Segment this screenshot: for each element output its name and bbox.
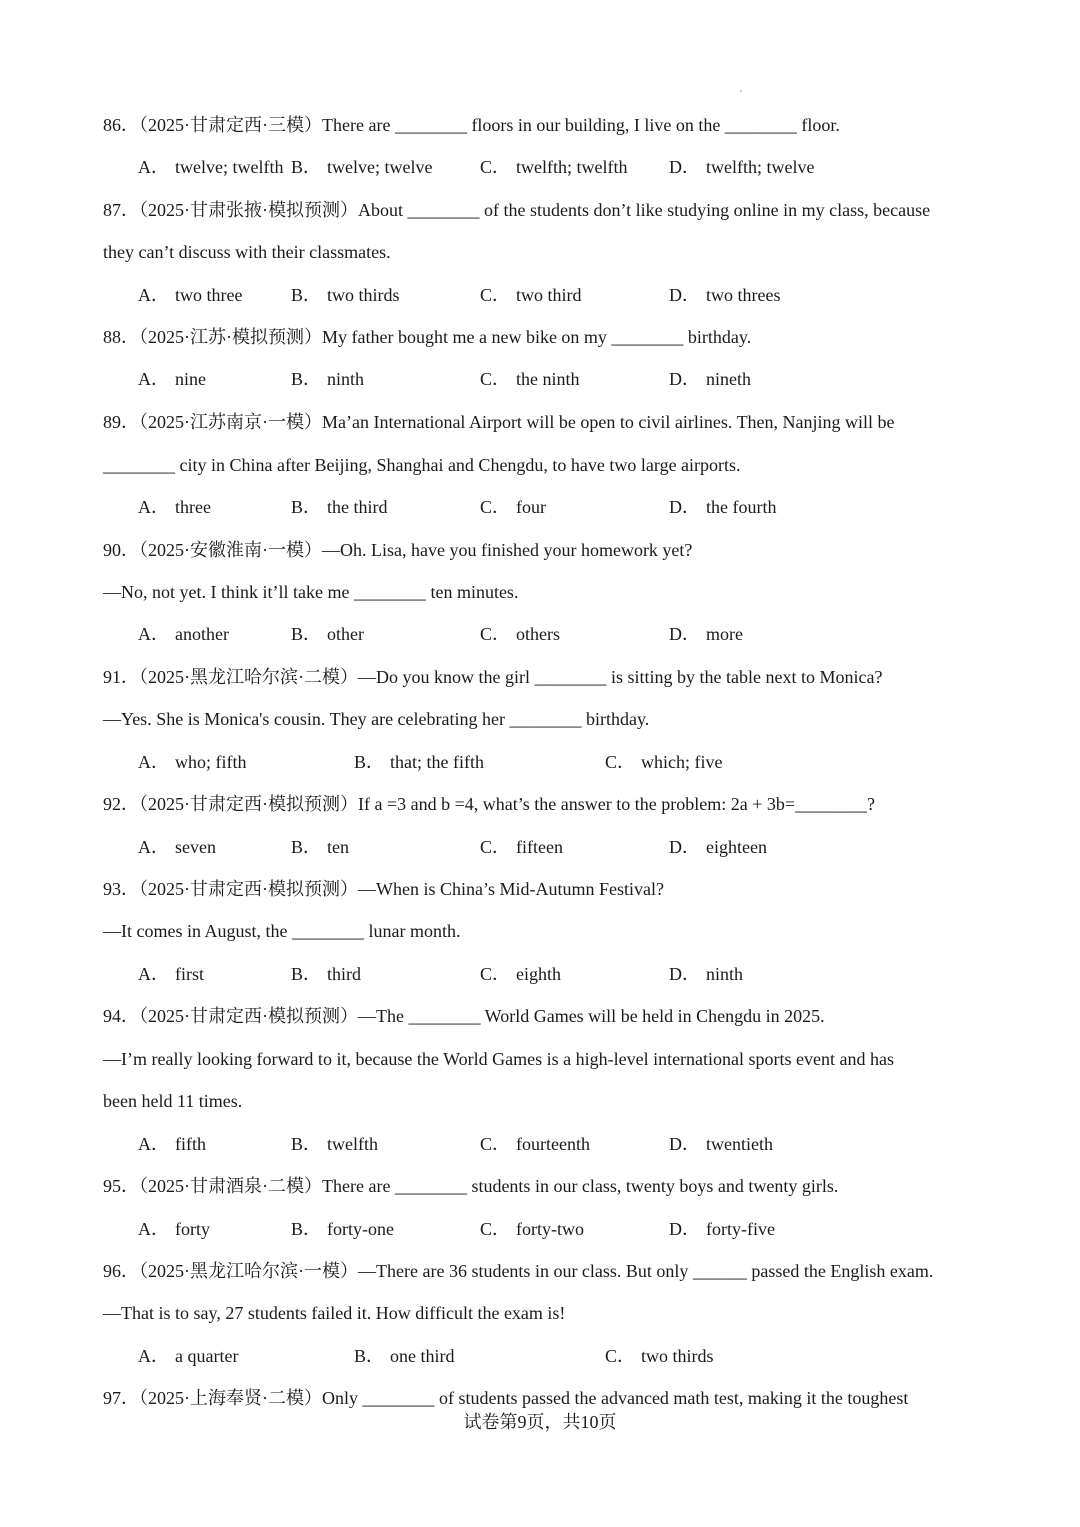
question-97-line-1 — [103, 1386, 908, 1410]
question-90-line-1 — [103, 538, 692, 562]
question-text: There are ________ floors in our building, I live on the ________ floor. — [322, 115, 840, 135]
question-89-line-1 — [103, 410, 895, 434]
question-text: There are ________ students in our class, twenty boys and twenty girls. — [322, 1176, 839, 1196]
option-a[interactable]: A． three — [138, 497, 211, 517]
question-source: （2025·安徽淮南·一模） — [139, 540, 322, 560]
question-text: —Do you know the girl ________ is sitting by the table next to Monica? — [358, 667, 883, 687]
question-92-options — [138, 835, 998, 859]
question-source: （2025·甘肃定西·模拟预测） — [139, 879, 358, 899]
question-94-line-3: been held 11 times. — [103, 1091, 243, 1111]
question-number: 95． — [103, 1176, 139, 1196]
question-90-options — [138, 622, 998, 646]
question-91-line-1 — [103, 665, 882, 689]
option-b[interactable]: B． the third — [291, 497, 388, 517]
option-b[interactable]: B． other — [291, 624, 364, 644]
question-text: Ma’an International Airport will be open to civil airlines. Then, Nanjing will be — [322, 412, 895, 432]
option-b[interactable]: B． third — [291, 964, 362, 984]
question-number: 94． — [103, 1006, 139, 1026]
option-a[interactable]: A． first — [138, 964, 204, 984]
question-92-line-1 — [103, 792, 875, 816]
option-a[interactable]: A． who; fifth — [138, 752, 247, 772]
option-b[interactable]: B． forty-one — [291, 1219, 394, 1239]
option-a[interactable]: A． forty — [138, 1219, 210, 1239]
option-c[interactable]: C． forty-two — [480, 1219, 584, 1239]
question-text: —Oh. Lisa, have you finished your homework yet? — [322, 540, 693, 560]
question-95-options — [138, 1217, 998, 1241]
question-94-options — [138, 1132, 998, 1156]
question-number: 91． — [103, 667, 139, 687]
option-b[interactable]: B． one third — [354, 1346, 455, 1366]
question-88-options — [138, 367, 998, 391]
question-number: 87． — [103, 200, 139, 220]
question-text: About ________ of the students don’t like studying online in my class, because — [358, 200, 931, 220]
option-d[interactable]: D． twentieth — [669, 1134, 773, 1154]
option-d[interactable]: D． nineth — [669, 369, 751, 389]
question-source: （2025·甘肃酒泉·二模） — [139, 1176, 322, 1196]
option-c[interactable]: C． which; five — [605, 752, 723, 772]
option-a[interactable]: A． a quarter — [138, 1346, 239, 1366]
question-95-line-1 — [103, 1174, 838, 1198]
option-b[interactable]: B． two thirds — [291, 285, 400, 305]
question-source: （2025·黑龙江哈尔滨·二模） — [139, 667, 358, 687]
question-text: My father bought me a new bike on my ________ birthday. — [322, 327, 752, 347]
question-91-options — [138, 750, 998, 774]
question-91-line-2: —Yes. She is Monica's cousin. They are celebrating her ________ birthday. — [103, 709, 650, 729]
question-text: —The ________ World Games will be held in Chengdu in 2025. — [358, 1006, 825, 1026]
question-number: 86． — [103, 115, 139, 135]
question-88-line-1 — [103, 325, 751, 349]
question-number: 97． — [103, 1388, 139, 1408]
question-96-line-2: —That is to say, 27 students failed it. How difficult the exam is! — [103, 1303, 566, 1323]
option-d[interactable]: D． two threes — [669, 285, 781, 305]
question-96-options — [138, 1344, 998, 1368]
option-a[interactable]: A． twelve; twelfth — [138, 157, 284, 177]
question-87-line-1 — [103, 198, 930, 222]
option-c[interactable]: C． two thirds — [605, 1346, 714, 1366]
question-96-line-1 — [103, 1259, 933, 1283]
option-b[interactable]: B． ninth — [291, 369, 365, 389]
option-c[interactable]: C． twelfth; twelfth — [480, 157, 628, 177]
option-c[interactable]: C． two third — [480, 285, 582, 305]
option-a[interactable]: A． seven — [138, 837, 216, 857]
question-94-line-1 — [103, 1004, 825, 1028]
option-b[interactable]: B． twelve; twelve — [291, 157, 433, 177]
option-c[interactable]: C． fourteenth — [480, 1134, 590, 1154]
option-b[interactable]: B． ten — [291, 837, 350, 857]
option-b[interactable]: B． that; the fifth — [354, 752, 484, 772]
question-number: 93． — [103, 879, 139, 899]
question-source: （2025·甘肃定西·三模） — [139, 115, 322, 135]
option-d[interactable]: D． ninth — [669, 964, 744, 984]
question-source: （2025·甘肃张掖·模拟预测） — [139, 200, 358, 220]
question-source: （2025·甘肃定西·模拟预测） — [139, 1006, 358, 1026]
question-source: （2025·上海奉贤·二模） — [139, 1388, 322, 1408]
question-87-options — [138, 283, 998, 307]
question-text: —There are 36 students in our class. But only ______ passed the English exam. — [358, 1261, 934, 1281]
option-d[interactable]: D． eighteen — [669, 837, 767, 857]
option-d[interactable]: D． twelfth; twelve — [669, 157, 815, 177]
option-b[interactable]: B． twelfth — [291, 1134, 379, 1154]
question-number: 92． — [103, 794, 139, 814]
question-89-options — [138, 495, 998, 519]
option-a[interactable]: A． nine — [138, 369, 206, 389]
question-source: （2025·江苏南京·一模） — [139, 412, 322, 432]
option-d[interactable]: D． more — [669, 624, 743, 644]
question-source: （2025·黑龙江哈尔滨·一模） — [139, 1261, 358, 1281]
page-number-footer: 试卷第9页，共10页 — [463, 1412, 617, 1432]
question-93-options — [138, 962, 998, 986]
question-text: If a =3 and b =4, what’s the answer to the problem: 2a + 3b=________? — [358, 794, 875, 814]
option-c[interactable]: C． eighth — [480, 964, 562, 984]
option-c[interactable]: C． the ninth — [480, 369, 580, 389]
question-93-line-1 — [103, 877, 664, 901]
question-source: （2025·江苏·模拟预测） — [139, 327, 322, 347]
question-93-line-2: —It comes in August, the ________ lunar month. — [103, 921, 461, 941]
option-d[interactable]: D． the fourth — [669, 497, 777, 517]
question-86-options — [138, 155, 998, 179]
question-86-line-1 — [103, 113, 840, 137]
option-a[interactable]: A． fifth — [138, 1134, 206, 1154]
question-text: Only ________ of students passed the advanced math test, making it the toughest — [322, 1388, 909, 1408]
option-c[interactable]: C． others — [480, 624, 561, 644]
question-source: （2025·甘肃定西·模拟预测） — [139, 794, 358, 814]
scan-speck — [740, 90, 742, 92]
question-89-line-2: ________ city in China after Beijing, Shanghai and Chengdu, to have two large airports. — [103, 455, 741, 475]
question-number: 88． — [103, 327, 139, 347]
option-c[interactable]: C． fifteen — [480, 837, 563, 857]
question-number: 96． — [103, 1261, 139, 1281]
question-text: —When is China’s Mid-Autumn Festival? — [358, 879, 664, 899]
question-number: 89． — [103, 412, 139, 432]
question-90-line-2: —No, not yet. I think it’ll take me ________ ten minutes. — [103, 582, 519, 602]
question-87-line-2: they can’t discuss with their classmates. — [103, 242, 391, 262]
question-94-line-2: —I’m really looking forward to it, because the World Games is a high-level international sports event and has — [103, 1049, 894, 1069]
option-a[interactable]: A． another — [138, 624, 229, 644]
option-c[interactable]: C． four — [480, 497, 547, 517]
question-number: 90． — [103, 540, 139, 560]
option-a[interactable]: A． two three — [138, 285, 243, 305]
option-d[interactable]: D． forty-five — [669, 1219, 775, 1239]
